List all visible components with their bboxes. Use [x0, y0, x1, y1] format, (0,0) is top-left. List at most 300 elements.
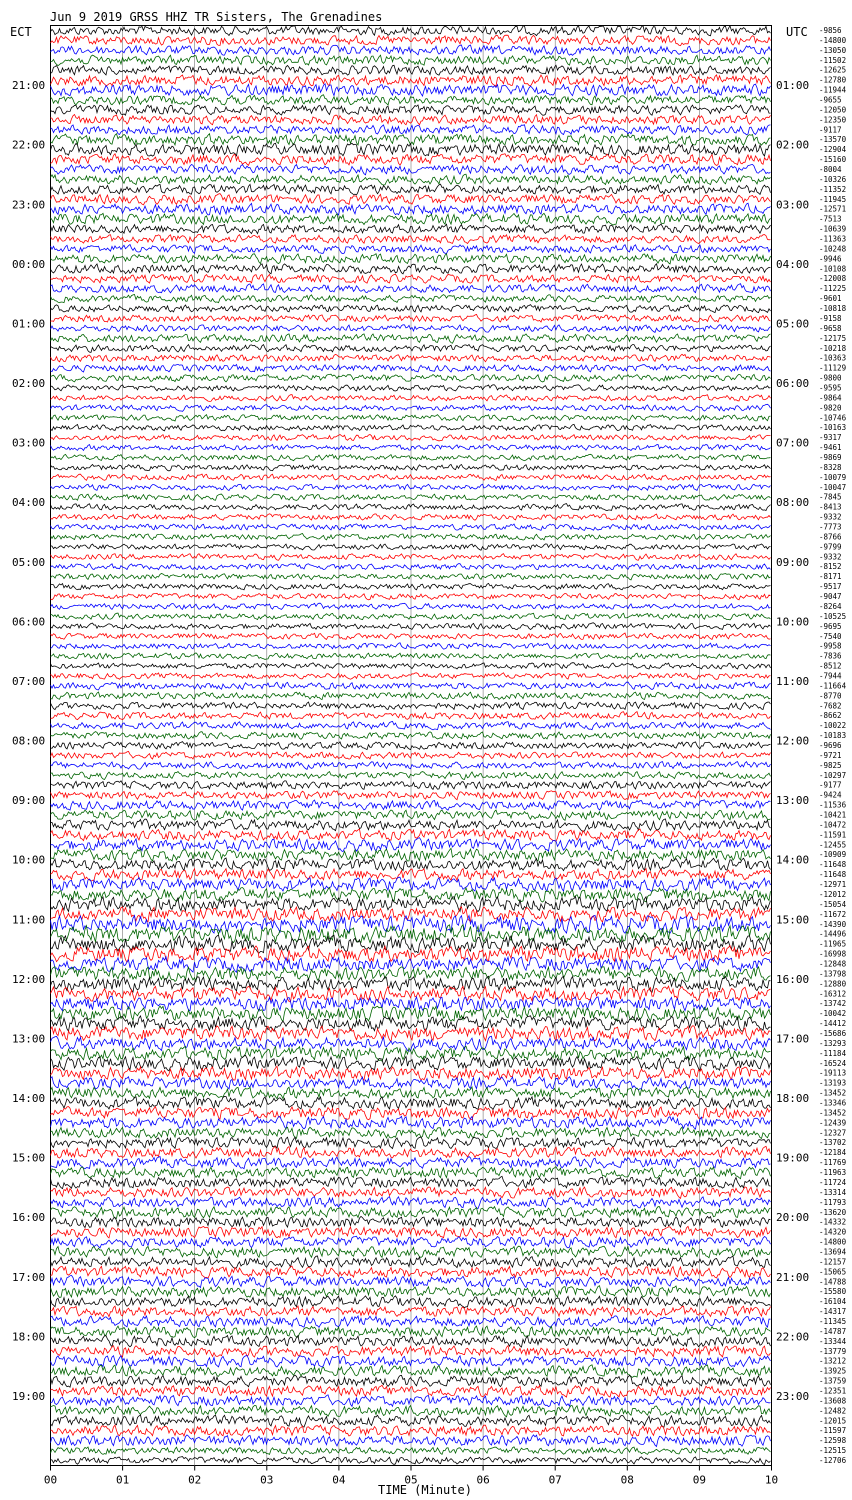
row-offset-label: -7944	[819, 671, 842, 681]
right-hour-label: 10:00	[776, 615, 810, 629]
row-offset-label: -10909	[819, 850, 847, 860]
row-offset-label: -14787	[819, 1326, 847, 1336]
seismic-trace	[51, 184, 771, 195]
right-hour-label: 03:00	[776, 198, 810, 212]
row-offset-label: -14800	[819, 35, 847, 45]
row-offset-label: -9177	[819, 780, 842, 790]
left-hour-label: 16:00	[12, 1211, 46, 1225]
row-offset-label: -9695	[819, 621, 842, 631]
left-hour-label: 15:00	[12, 1151, 46, 1165]
row-offset-label: -9856	[819, 26, 842, 35]
row-offset-label: -13759	[819, 1376, 847, 1386]
right-hour-label: 16:00	[776, 972, 810, 986]
seismic-trace	[51, 254, 771, 264]
x-tick-label: 06	[476, 1473, 490, 1487]
seismic-trace	[51, 781, 771, 790]
seismic-trace	[51, 395, 771, 402]
row-offset-label: -16524	[819, 1058, 847, 1068]
seismic-trace	[51, 1226, 771, 1238]
row-offset-label: -8171	[819, 572, 842, 582]
seismic-trace	[51, 164, 771, 175]
row-offset-label: -9158	[819, 314, 842, 323]
row-offset-label: -15065	[819, 1267, 847, 1277]
row-offset-label: -11672	[819, 909, 847, 919]
row-offset-label: -14800	[819, 1237, 847, 1247]
seismic-trace	[51, 1157, 771, 1169]
seismic-trace	[51, 345, 771, 353]
seismic-trace	[51, 1116, 771, 1129]
row-offset-label: -13452	[819, 1108, 847, 1118]
row-offset-label: -9047	[819, 592, 842, 601]
seismic-trace	[51, 364, 771, 372]
seismic-trace	[51, 1356, 771, 1368]
row-offset-label: -10746	[819, 413, 847, 423]
right-hour-label: 05:00	[776, 317, 810, 331]
row-offset-label: -13702	[819, 1138, 847, 1148]
seismic-trace	[51, 1326, 771, 1338]
row-offset-label: -12515	[819, 1446, 847, 1456]
row-offset-label: -10363	[819, 353, 847, 363]
seismic-trace	[51, 702, 771, 710]
x-tick-label: 04	[332, 1473, 346, 1487]
row-offset-label: -11648	[819, 860, 847, 870]
seismic-trace	[51, 334, 771, 343]
seismic-trace	[51, 415, 771, 421]
right-hour-label: 17:00	[776, 1032, 810, 1046]
row-offset-label: -12012	[819, 890, 847, 899]
seismic-trace	[51, 1346, 771, 1357]
row-offset-label: -10472	[819, 820, 847, 830]
row-offset-label: -13570	[819, 135, 847, 145]
x-tick-label: 07	[548, 1473, 562, 1487]
seismic-trace	[51, 1275, 771, 1287]
row-offset-label: -10525	[819, 611, 847, 621]
row-offset-label: -10818	[819, 304, 847, 313]
x-tick-label: 00	[43, 1473, 58, 1487]
seismic-trace	[51, 848, 771, 861]
seismic-trace	[51, 1266, 771, 1278]
seismic-trace	[51, 125, 771, 135]
seismic-trace	[51, 663, 771, 669]
seismic-trace	[51, 284, 771, 293]
trace-group	[51, 26, 771, 1465]
chart-title: Jun 9 2019 GRSS HHZ TR Sisters, The Grenadines	[50, 10, 383, 24]
row-offset-label: -9864	[819, 393, 842, 403]
right-hour-label: 02:00	[776, 138, 810, 152]
row-offset-label: -11648	[819, 870, 847, 880]
right-hour-label: 13:00	[776, 794, 810, 808]
row-offset-label: -14788	[819, 1277, 847, 1287]
seismic-trace	[51, 1077, 771, 1090]
row-offset-label: -10047	[819, 482, 847, 492]
seismic-trace	[51, 1026, 771, 1042]
row-offset-label: -14496	[819, 929, 847, 939]
seismic-trace	[51, 424, 771, 430]
row-offset-label: -15160	[819, 155, 847, 165]
left-zone-label: ECT	[10, 25, 32, 39]
left-hour-label: 07:00	[12, 674, 46, 688]
row-offset-label: -10218	[819, 343, 847, 353]
seismic-trace	[51, 633, 771, 639]
seismic-trace	[51, 682, 771, 690]
row-offset-label: -9658	[819, 323, 842, 333]
row-offset-label: -9601	[819, 294, 842, 304]
seismic-trace	[51, 554, 771, 561]
left-hour-label: 08:00	[12, 734, 46, 748]
left-hour-label: 14:00	[12, 1092, 46, 1106]
row-offset-label: -7513	[819, 214, 842, 224]
seismic-trace	[51, 986, 771, 1002]
row-offset-label: -9461	[819, 443, 842, 453]
x-axis-label: TIME (Minute)	[378, 1483, 472, 1497]
row-offset-label: -7773	[819, 522, 842, 532]
row-offset-label: -9317	[819, 433, 842, 443]
seismic-trace	[51, 1296, 771, 1308]
seismic-trace	[51, 721, 771, 729]
seismic-trace	[51, 1406, 771, 1417]
row-offset-label: -16104	[819, 1297, 847, 1307]
row-offset-label: -11363	[819, 234, 847, 244]
row-offset-label: -11225	[819, 284, 847, 294]
row-offset-label: -9825	[819, 760, 842, 770]
row-offset-label: -13620	[819, 1207, 847, 1217]
row-offset-label: -16998	[819, 949, 847, 959]
right-hour-label: 12:00	[776, 734, 810, 748]
row-offset-label: -9517	[819, 582, 842, 592]
seismic-trace	[51, 1447, 771, 1455]
row-offset-label: -13452	[819, 1088, 847, 1098]
row-offset-label: -10163	[819, 423, 847, 433]
left-hour-label: 13:00	[12, 1032, 46, 1046]
row-offset-label: -10022	[819, 721, 847, 731]
left-hour-label: 12:00	[12, 972, 46, 986]
row-offset-label: -8152	[819, 562, 842, 572]
seismic-trace	[51, 593, 771, 600]
seismic-trace	[51, 574, 771, 580]
left-hour-label: 23:00	[12, 198, 46, 212]
seismic-trace	[51, 45, 771, 55]
row-offset-label: -12904	[819, 145, 847, 155]
seismic-trace	[51, 583, 771, 589]
right-hour-label: 06:00	[776, 377, 810, 390]
seismic-trace	[51, 810, 771, 820]
row-offset-label: -13293	[819, 1038, 847, 1048]
seismic-trace	[51, 1036, 771, 1051]
right-hour-label: 14:00	[776, 853, 810, 867]
row-offset-label: -10042	[819, 1009, 847, 1019]
seismic-trace	[51, 404, 771, 411]
left-hour-label: 04:00	[12, 496, 46, 510]
x-tick-label: 05	[404, 1473, 418, 1487]
right-hour-label: 11:00	[776, 674, 810, 688]
row-offset-label: -12351	[819, 1386, 847, 1396]
seismic-trace	[51, 504, 771, 511]
row-offset-label: -13742	[819, 999, 847, 1009]
right-hour-label: 01:00	[776, 79, 810, 93]
row-offset-label: -11597	[819, 1426, 847, 1436]
seismic-trace	[51, 613, 771, 620]
seismic-trace	[51, 643, 771, 649]
seismic-trace	[51, 143, 771, 156]
seismic-trace	[51, 742, 771, 750]
seismic-trace	[51, 976, 771, 992]
row-offset-label: -11184	[819, 1048, 847, 1058]
seismic-trace	[51, 623, 771, 630]
left-hour-label: 21:00	[12, 79, 46, 93]
row-offset-label: -14320	[819, 1227, 847, 1237]
seismic-trace	[51, 712, 771, 720]
seismic-trace	[51, 791, 771, 800]
seismic-trace	[51, 1216, 771, 1227]
seismic-trace	[51, 84, 771, 96]
seismic-trace	[51, 653, 771, 660]
seismic-trace	[51, 95, 771, 105]
right-hour-label: 08:00	[776, 496, 810, 510]
seismic-trace	[51, 203, 771, 215]
seismic-trace	[51, 454, 771, 460]
row-offset-label: -9721	[819, 750, 842, 760]
row-offset-label: -14412	[819, 1019, 847, 1029]
seismic-trace	[51, 1096, 771, 1109]
x-tick-label: 03	[260, 1473, 274, 1487]
row-offset-label: -12706	[819, 1456, 847, 1465]
right-hour-label: 22:00	[776, 1330, 810, 1344]
row-offset-label: -8512	[819, 661, 842, 671]
seismic-trace	[51, 1306, 771, 1317]
row-offset-label: -13193	[819, 1078, 847, 1088]
row-offset-label: -15054	[819, 899, 847, 909]
row-offset-label: -8328	[819, 462, 842, 472]
row-offset-label: -10326	[819, 174, 847, 184]
seismic-trace	[51, 26, 771, 36]
x-tick-label: 01	[115, 1473, 130, 1487]
left-hour-label: 06:00	[12, 615, 46, 629]
row-offset-label: -11591	[819, 830, 847, 840]
row-offset-label: -13608	[819, 1396, 847, 1406]
seismic-trace	[51, 907, 771, 922]
row-offset-label: -7540	[819, 631, 842, 641]
left-hour-label: 01:00	[12, 317, 46, 331]
seismic-trace	[51, 274, 771, 283]
row-offset-labels	[819, 26, 847, 1465]
seismic-trace	[51, 494, 771, 500]
row-offset-label: -12571	[819, 204, 847, 214]
row-offset-label: -12598	[819, 1436, 847, 1446]
row-offset-label: -9655	[819, 95, 842, 105]
right-hour-label: 21:00	[776, 1270, 810, 1284]
seismic-trace	[51, 115, 771, 125]
row-offset-label: -9424	[819, 790, 842, 800]
row-offset-label: -19113	[819, 1068, 847, 1078]
x-tick-label: 10	[764, 1473, 779, 1487]
seismic-trace	[51, 692, 771, 700]
row-offset-label: -9332	[819, 512, 842, 522]
seismic-trace	[51, 1316, 771, 1328]
row-offset-label: -9117	[819, 125, 842, 135]
seismic-trace	[51, 514, 771, 520]
seismic-trace	[51, 915, 771, 933]
left-hour-label: 19:00	[12, 1390, 46, 1403]
row-offset-label: -8413	[819, 502, 842, 512]
seismic-trace	[51, 1187, 771, 1198]
row-offset-label: -8770	[819, 691, 842, 701]
right-hour-label: 09:00	[776, 555, 810, 569]
seismic-trace	[51, 1146, 771, 1158]
seismic-trace	[51, 74, 771, 86]
row-offset-label: -16312	[819, 989, 847, 999]
seismic-trace	[51, 224, 771, 234]
row-offset-label: -9799	[819, 542, 842, 552]
seismic-trace	[51, 354, 771, 362]
seismic-trace	[51, 55, 771, 66]
row-offset-label: -9820	[819, 403, 842, 413]
row-offset-label: -11664	[819, 681, 847, 691]
right-hour-label: 15:00	[776, 913, 810, 927]
seismic-trace	[51, 444, 771, 450]
seismic-trace	[51, 194, 771, 205]
seismic-trace	[51, 564, 771, 570]
row-offset-label: -9332	[819, 552, 842, 562]
seismic-trace	[51, 1006, 771, 1021]
row-offset-label: -13212	[819, 1356, 847, 1366]
seismic-trace	[51, 154, 771, 166]
right-hour-label: 07:00	[776, 436, 810, 450]
seismic-trace	[51, 603, 771, 610]
row-offset-label: -12880	[819, 979, 847, 989]
row-offset-label: -14332	[819, 1217, 847, 1227]
x-tick-label: 02	[188, 1473, 202, 1487]
row-offset-label: -10297	[819, 770, 847, 780]
row-offset-label: -11536	[819, 800, 847, 810]
row-offset-label: -12439	[819, 1118, 847, 1128]
row-offset-label: -12184	[819, 1148, 847, 1158]
seismic-trace	[51, 374, 771, 382]
row-offset-label: -12625	[819, 65, 847, 75]
row-offset-label: -13779	[819, 1346, 847, 1356]
row-offset-label: -10248	[819, 244, 847, 254]
left-hour-labels	[12, 79, 45, 1403]
seismic-trace	[51, 1207, 771, 1219]
left-hour-label: 18:00	[12, 1330, 46, 1344]
row-offset-label: -8766	[819, 532, 842, 542]
right-hour-label: 19:00	[776, 1151, 810, 1165]
row-offset-label: -9800	[819, 373, 842, 383]
x-tick-label: 09	[692, 1473, 707, 1487]
seismic-trace	[51, 1457, 771, 1465]
row-offset-label: -13925	[819, 1366, 847, 1376]
row-offset-label: -11345	[819, 1317, 847, 1326]
seismic-trace	[51, 838, 771, 852]
seismic-trace	[51, 829, 771, 841]
row-offset-label: -12482	[819, 1406, 847, 1416]
left-hour-label: 03:00	[12, 436, 46, 450]
seismic-trace	[51, 325, 771, 333]
row-offset-label: -8662	[819, 711, 842, 721]
seismic-trace	[51, 1137, 771, 1149]
seismic-trace	[51, 1395, 771, 1407]
seismic-trace	[51, 464, 771, 471]
row-offset-label: -10639	[819, 224, 847, 234]
row-offset-label: -9958	[819, 641, 842, 651]
row-offset-label: -14317	[819, 1307, 847, 1317]
seismic-trace	[51, 105, 771, 115]
seismic-trace	[51, 245, 771, 254]
row-offset-label: -11352	[819, 184, 847, 194]
seismic-trace	[51, 295, 771, 303]
seismic-trace	[51, 1415, 771, 1427]
row-offset-label: -9696	[819, 741, 842, 750]
seismic-trace	[51, 524, 771, 531]
row-offset-label: -10421	[819, 810, 847, 820]
row-offset-label: -13050	[819, 45, 847, 55]
row-offset-label: -9869	[819, 453, 842, 462]
seismic-trace	[51, 673, 771, 680]
row-offset-label: -12327	[819, 1128, 847, 1138]
seismic-trace	[51, 1336, 771, 1348]
seismic-trace	[51, 65, 771, 75]
row-offset-label: -14390	[819, 919, 847, 929]
row-offset-label: -13694	[819, 1247, 847, 1257]
seismic-trace	[51, 732, 771, 740]
row-offset-label: -12848	[819, 959, 847, 969]
row-offset-label: -12050	[819, 105, 847, 115]
seismic-trace	[51, 264, 771, 274]
x-tick-label: 08	[620, 1473, 634, 1487]
seismic-trace	[51, 534, 771, 541]
seismic-trace	[51, 385, 771, 392]
row-offset-label: -10183	[819, 731, 847, 741]
row-offset-label: -12175	[819, 333, 847, 343]
seismic-trace	[51, 305, 771, 313]
seismic-trace	[51, 474, 771, 480]
row-offset-label: -11724	[819, 1178, 847, 1187]
row-offset-label: -13314	[819, 1187, 847, 1197]
left-hour-label: 02:00	[12, 377, 46, 390]
row-offset-label: -8264	[819, 602, 842, 611]
seismic-trace	[51, 1246, 771, 1258]
right-zone-label: UTC	[786, 25, 808, 39]
row-offset-label: -11793	[819, 1197, 847, 1207]
row-offset-label: -11965	[819, 939, 847, 949]
row-offset-label: -7836	[819, 651, 842, 661]
left-hour-label: 10:00	[12, 853, 46, 867]
seismic-trace	[51, 213, 771, 225]
seismic-trace	[51, 1197, 771, 1209]
row-offset-label: -12015	[819, 1416, 847, 1426]
row-offset-label: -12780	[819, 75, 847, 85]
seismic-trace	[51, 1425, 771, 1436]
left-hour-label: 09:00	[12, 794, 46, 808]
left-hour-label: 17:00	[12, 1270, 46, 1284]
row-offset-label: -11769	[819, 1158, 847, 1168]
seismic-trace	[51, 772, 771, 780]
seismic-trace	[51, 1286, 771, 1298]
left-hour-label: 00:00	[12, 257, 46, 271]
row-offset-label: -12455	[819, 840, 847, 850]
seismic-trace	[51, 35, 771, 46]
left-hour-label: 22:00	[12, 138, 46, 152]
seismic-trace	[51, 751, 771, 759]
seismic-trace	[51, 1176, 771, 1188]
seismic-trace	[51, 544, 771, 550]
row-offset-label: -12971	[819, 880, 847, 889]
right-hour-label: 23:00	[776, 1390, 810, 1403]
seismic-trace	[51, 1236, 771, 1248]
row-offset-label: -10079	[819, 472, 847, 482]
seismic-trace	[51, 484, 771, 490]
row-offset-label: -11129	[819, 363, 847, 373]
row-offset-label: -11502	[819, 55, 847, 65]
